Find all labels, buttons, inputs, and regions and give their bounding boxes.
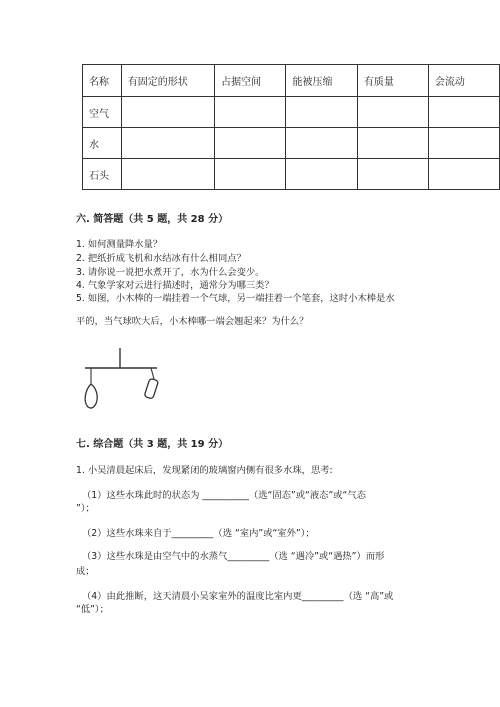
header-cell: 有质量 <box>357 65 428 97</box>
section-7-title: 七. 综合题（共 3 题，共 19 分） <box>76 439 229 450</box>
header-cell: 有固定的形状 <box>121 65 214 97</box>
row-label: 空气 <box>83 97 122 128</box>
question-item: 5. 如图，小木棒的一端挂着一个气球，另一端挂着一个笔套，这时小木棒是水 <box>76 293 395 304</box>
sub-question: （1）这些水珠此时的状态为 __________（选“固态”或“液态”或“气态 <box>82 490 366 501</box>
sub-question: （3）这些水珠是由空气中的水蒸气_________（选 “遇冷”或“遇热”）而形 <box>82 551 385 562</box>
sub-question-cont: 成； <box>76 566 95 577</box>
answer-cell[interactable] <box>121 128 214 159</box>
answer-cell[interactable] <box>357 97 428 128</box>
question-item: 3. 请你说一说把水煮开了，水为什么会变少。 <box>76 267 265 278</box>
header-cell: 占据空间 <box>215 65 286 97</box>
question-item: 平的，当气球吹大后，小木棒哪一端会翘起来？为什么？ <box>76 316 309 327</box>
answer-cell[interactable] <box>286 128 357 159</box>
question-intro: 1. 小吴清晨起床后，发现紧闭的玻璃窗内侧有很多水珠，思考: <box>76 465 333 476</box>
header-cell: 会流动 <box>428 65 499 97</box>
sub-question: （4）由此推断，这天清晨小吴家室外的温度比室内更_________（选 “高”或 <box>82 591 394 602</box>
answer-cell[interactable] <box>428 159 499 190</box>
question-item: 2. 把纸折成飞机和水结冰有什么相同点？ <box>76 253 246 264</box>
answer-cell[interactable] <box>215 159 286 190</box>
properties-table <box>82 64 500 190</box>
answer-cell[interactable] <box>215 128 286 159</box>
table-row <box>83 159 500 190</box>
table-row <box>83 97 500 128</box>
row-label: 石头 <box>83 159 122 190</box>
row-label: 水 <box>83 128 122 159</box>
table-row <box>83 128 500 159</box>
answer-cell[interactable] <box>428 97 499 128</box>
answer-cell[interactable] <box>286 159 357 190</box>
section-6-title: 六. 简答题（共 5 题，共 28 分） <box>76 214 229 225</box>
answer-cell[interactable] <box>357 159 428 190</box>
sub-question: （2）这些水珠来自于_________（选 “室内”或“室外”）； <box>82 528 315 539</box>
balance-stick-figure <box>78 346 168 412</box>
header-cell: 能被压缩 <box>286 65 357 97</box>
sub-question-cont: “低”）； <box>76 604 109 615</box>
answer-cell[interactable] <box>121 159 214 190</box>
answer-cell[interactable] <box>357 128 428 159</box>
answer-cell[interactable] <box>428 128 499 159</box>
question-item: 1. 如何测量降水量？ <box>76 239 163 250</box>
sub-question-cont: ”）； <box>76 503 95 514</box>
table-header-row <box>83 65 500 97</box>
question-item: 4. 气象学家对云进行描述时，通常分为哪三类？ <box>76 280 274 291</box>
answer-cell[interactable] <box>121 97 214 128</box>
header-cell: 名称 <box>83 65 122 97</box>
answer-cell[interactable] <box>215 97 286 128</box>
answer-cell[interactable] <box>286 97 357 128</box>
